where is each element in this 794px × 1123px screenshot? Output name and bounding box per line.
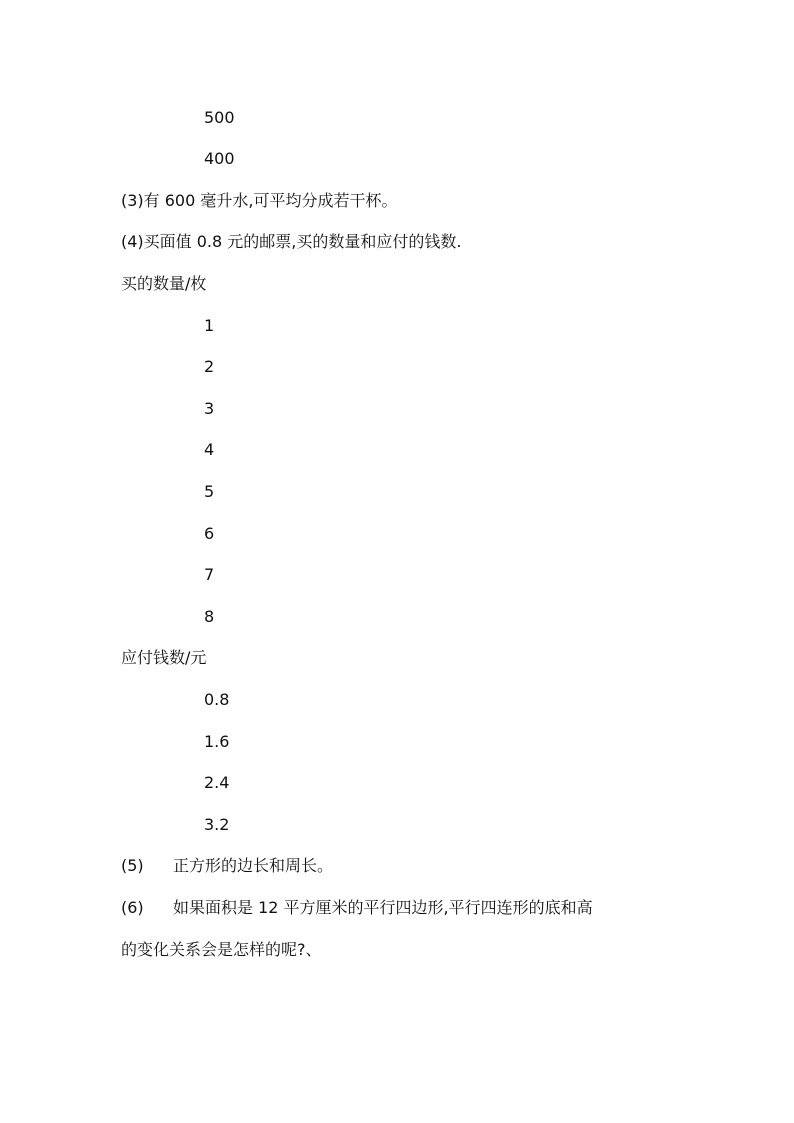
item-6 (121, 898, 593, 918)
item-5-text: 正方形的边长和周长。 (173, 856, 334, 875)
item-6-number: (6) (121, 898, 144, 917)
item-3-text: (3)有 600 毫升水,可平均分成若干杯。 (121, 191, 398, 210)
quantity-value: 1 (204, 316, 215, 335)
value-400: 400 (204, 149, 235, 168)
quantity-value: 7 (204, 565, 215, 584)
item-6-text: 如果面积是 12 平方厘米的平行四边形,平行四连形的底和高 (173, 898, 593, 917)
quantity-value: 3 (204, 399, 215, 418)
item-5 (121, 856, 333, 876)
value-500: 500 (204, 108, 235, 127)
cost-value: 1.6 (204, 732, 230, 751)
cost-label: 应付钱数/元 (121, 648, 207, 667)
quantity-value: 8 (204, 607, 215, 626)
cost-value: 2.4 (204, 773, 230, 792)
item-4-text: (4)买面值 0.8 元的邮票,买的数量和应付的钱数. (121, 232, 462, 251)
cost-value: 3.2 (204, 815, 230, 834)
quantity-label: 买的数量/枚 (121, 274, 207, 293)
cost-value: 0.8 (204, 690, 230, 709)
quantity-value: 4 (204, 440, 215, 459)
quantity-value: 6 (204, 524, 215, 543)
quantity-value: 5 (204, 482, 215, 501)
quantity-value: 2 (204, 357, 215, 376)
item-5-number: (5) (121, 856, 144, 875)
item-6-continued: 的变化关系会是怎样的呢?、 (121, 940, 322, 959)
